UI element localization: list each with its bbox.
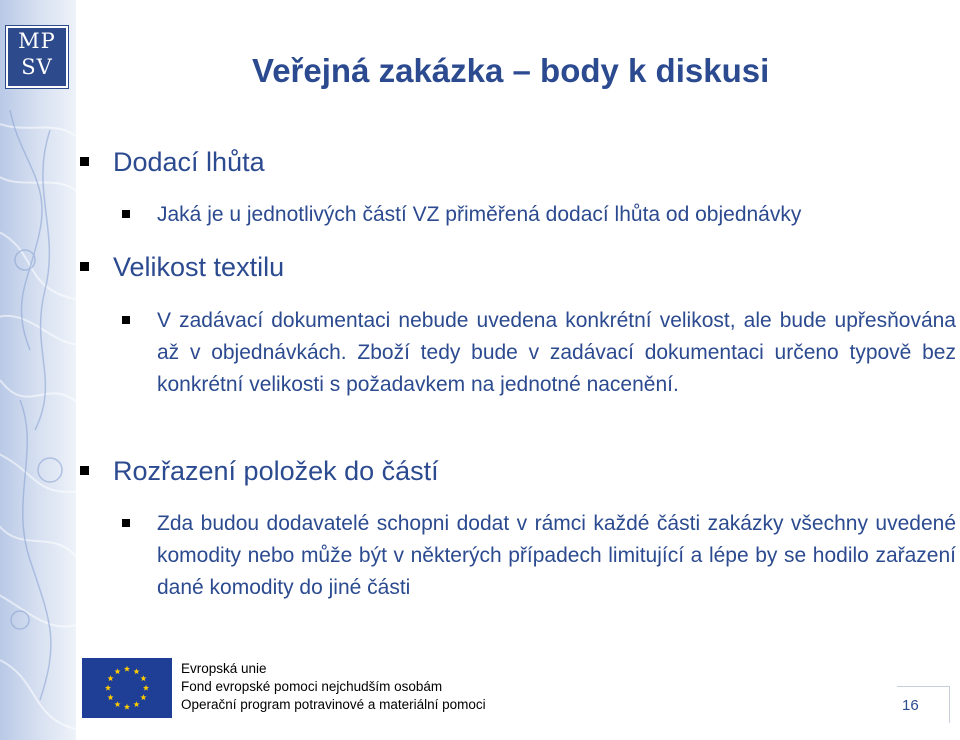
eu-star-icon bbox=[143, 685, 149, 691]
footer-line-1: Evropská unie bbox=[181, 661, 267, 676]
eu-star-icon bbox=[114, 668, 120, 674]
square-bullet-icon bbox=[122, 316, 130, 324]
section-heading-text: Velikost textilu bbox=[113, 252, 285, 282]
mpsv-logo bbox=[6, 26, 68, 88]
square-bullet-icon bbox=[122, 210, 130, 218]
footer-line-3: Operační program potravinové a materiální pomoci bbox=[181, 697, 486, 712]
square-bullet-icon bbox=[80, 262, 89, 271]
decorative-side-pattern bbox=[0, 0, 76, 740]
eu-star-icon bbox=[133, 668, 139, 674]
footer-line-2: Fond evropské pomoci nejchudším osobám bbox=[181, 679, 443, 694]
footer-eu-text bbox=[181, 660, 486, 714]
eu-star-icon bbox=[108, 694, 114, 700]
section-heading-text: Rozřazení položek do částí bbox=[113, 456, 439, 486]
logo-line-1: MP bbox=[18, 29, 56, 53]
eu-star-icon bbox=[133, 701, 139, 707]
eu-star-icon bbox=[105, 685, 111, 691]
page-number: 16 bbox=[902, 697, 919, 714]
eu-star-icon bbox=[108, 675, 114, 681]
square-bullet-icon bbox=[80, 466, 89, 475]
list-item-text: V zadávací dokumentaci nebude uvedena konkrétní velikost, ale bude upřesňována až v objednávkách. Zboží tedy bude v zadávací dokumentaci určeno typově bez konkrétní velikosti s požadavkem na jednotné nacenění. bbox=[157, 309, 956, 396]
eu-star-icon bbox=[124, 666, 130, 672]
eu-star-icon bbox=[140, 694, 146, 700]
eu-star-icon bbox=[140, 675, 146, 681]
eu-flag-icon bbox=[82, 658, 172, 718]
square-bullet-icon bbox=[80, 157, 89, 166]
eu-star-icon bbox=[114, 701, 120, 707]
list-item-text: Jaká je u jednotlivých částí VZ přiměřená dodací lhůta od objednávky bbox=[157, 203, 802, 226]
slide-title: Veřejná zakázka – body k diskusi bbox=[252, 52, 770, 89]
square-bullet-icon bbox=[122, 519, 130, 527]
logo-line-2: SV bbox=[21, 55, 53, 79]
list-item-text: Zda budou dodavatelé schopni dodat v rámci každé části zakázky všechny uvedené komodity nebo může být v některých případech limitující a lépe by se hodilo zařazení dané komodity do jiné části bbox=[157, 512, 956, 599]
section-heading-text: Dodací lhůta bbox=[113, 147, 265, 177]
eu-star-icon bbox=[124, 704, 130, 710]
